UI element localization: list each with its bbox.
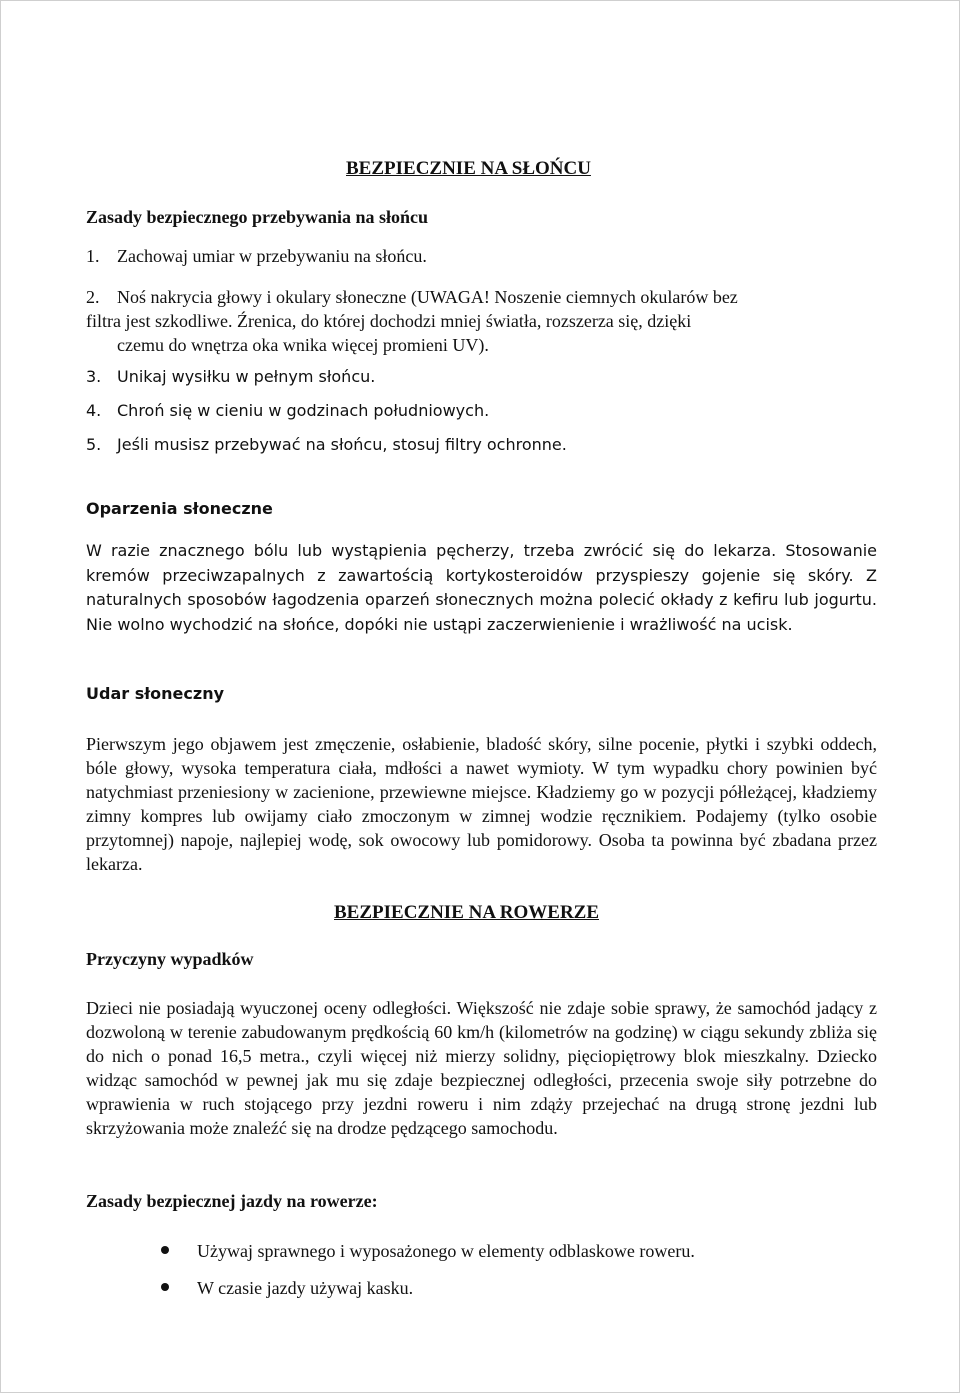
sun-rule-5 (86, 435, 567, 454)
sun-rule-text: Chroń się w cieniu w godzinach południowych. (117, 401, 490, 420)
sun-rule-text: Jeśli musisz przebywać na słońcu, stosuj filtry ochronne. (117, 435, 567, 454)
sun-rule-2 (86, 285, 738, 357)
sun-rule-text-line: filtra jest szkodliwe. Źrenica, do której dochodzi mniej światła, rozszerza się, dzięki (86, 311, 692, 331)
bullet-icon (161, 1283, 169, 1291)
list-item (161, 1276, 695, 1313)
bike-rules-list (161, 1239, 695, 1313)
bike-rule-text: Używaj sprawnego i wyposażonego w elementy odblaskowe roweru. (197, 1241, 695, 1261)
sun-rule-number: 4. (86, 401, 102, 420)
sun-rule-number: 1. (86, 246, 100, 266)
sun-rule-text-line: czemu do wnętrza oka wnika więcej promieni UV). (117, 335, 489, 355)
sunburn-paragraph: W razie znacznego bólu lub wystąpienia pęcherzy, trzeba zwrócić się do lekarza. Stosowanie kremów przeciwzapalnych z zawartością kortykosteroidów przyspieszy gojenie się skóry. Z naturalnych sposobów łagodzenia oparzeń słonecznych można polecić okłady z kefiru lub jogurtu. Nie wolno wychodzić na słońce, dopóki nie ustąpi zaczerwienienie i wrażliwość na ucisk. (86, 541, 877, 634)
bullet-icon (161, 1246, 169, 1254)
sun-rule-1 (86, 246, 427, 267)
sunstroke-heading: Udar słoneczny (86, 684, 225, 703)
bike-section-title: BEZPIECZNIE NA ROWERZE (334, 902, 600, 923)
sun-rule-number: 5. (86, 435, 102, 454)
list-item (161, 1239, 695, 1276)
bike-rules-heading: Zasady bezpiecznej jazdy na rowerze: (86, 1191, 378, 1211)
sun-rule-4 (86, 401, 489, 420)
sun-rule-number: 3. (86, 367, 102, 386)
sun-section-title: BEZPIECZNIE NA SŁOŃCU (346, 158, 591, 179)
sun-rule-text: Unikaj wysiłku w pełnym słońcu. (117, 367, 376, 386)
sun-rule-3 (86, 367, 375, 386)
sun-rule-text: Zachowaj umiar w przebywaniu na słońcu. (117, 246, 427, 266)
bike-rule-text: W czasie jazdy używaj kasku. (197, 1278, 414, 1298)
sunstroke-paragraph: Pierwszym jego objawem jest zmęczenie, osłabienie, bladość skóry, silne pocenie, płytki i szybki oddech, bóle głowy, wysoka temperatura ciała, mdłości a nawet wymioty. W tym wypadku chory powinien być natychmiast przeniesiony w zacienione, przewiewne miejsce. Kładziemy go w pozycji półleżącej, kładziemy zimny kompres lub owijamy ciało zmoczonym w zimnej wodzie ręcznikiem. Podajemy (tylko osobie przytomnej) napoje, najlepiej wodę, sok owocowy lub pomidorowy. Osoba ta powinna być zbadana przez lekarza. (86, 734, 877, 874)
sun-rule-text-line: Noś nakrycia głowy i okulary słoneczne (UWAGA! Noszenie ciemnych okularów bez (117, 287, 738, 307)
bike-causes-heading: Przyczyny wypadków (86, 949, 254, 969)
sun-rules-heading: Zasady bezpiecznego przebywania na słońcu (86, 207, 429, 227)
sun-rule-number: 2. (86, 287, 100, 307)
sunburn-heading: Oparzenia słoneczne (86, 499, 273, 518)
bike-causes-paragraph: Dzieci nie posiadają wyuczonej oceny odległości. Większość nie zdaje sobie sprawy, że samochód jadący z dozwoloną w terenie zabudowanym prędkością 60 km/h (kilometrów na godzinę) w ciągu sekundy zbliża się do nich o ponad 16,5 metra., czyli więcej niż mierzy solidny, pięciopiętrowy blok mieszkalny. Dziecko widząc samochód w pewnej jak mu się zdaje bezpiecznej odległości, przecenia swoje siły potrzebne do wprawienia w ruch stojącego przy jezdni roweru i nim zdąży przejechać na drugą stronę jezdni lub skrzyżowania może znaleźć się na drodze pędzącego samochodu. (86, 998, 877, 1138)
